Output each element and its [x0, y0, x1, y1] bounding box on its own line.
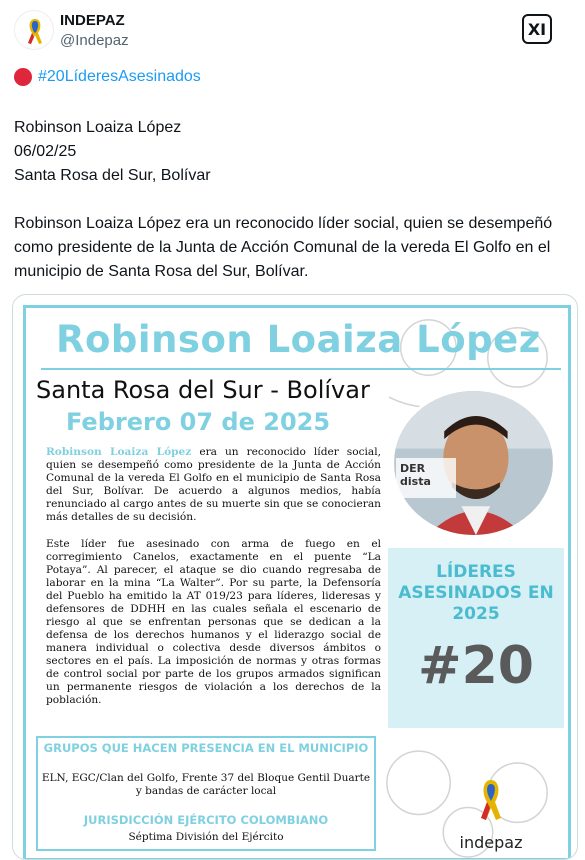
groups-heading: GRUPOS QUE HACEN PRESENCIA EN EL MUNICIPIO — [43, 741, 369, 755]
jurisdiction-value: Séptima División del Ejército — [128, 831, 284, 843]
groups-value: ELN, EGC/Clan del Golfo, Frente 37 del Bloque Gentil Duarte y bandas de carácter local — [41, 772, 371, 797]
tweet-media-card[interactable] — [12, 294, 578, 860]
tweet-line-name: Robinson Loaiza López — [14, 119, 182, 136]
poster-divider — [41, 368, 561, 370]
indepaz-logo-text: indepaz — [459, 833, 523, 852]
hashtag-line — [14, 68, 201, 86]
tweet-paragraph: Robinson Loaiza López era un reconocido líder social, quien se desempeñó como presidente de la Junta de Acción Comunal de la vereda El Golfo en el municipio de Santa Rosa del Sur, Bolívar. — [14, 215, 553, 280]
counter-number: #20 — [418, 636, 534, 696]
poster-date: Febrero 07 de 2025 — [66, 408, 331, 436]
account-handle[interactable]: @Indepaz — [60, 32, 129, 49]
poster-body-1: era un reconocido líder social, quien se desempeñó como presidente de la Junta de Acción Comunal de la vereda El Golfo en el municipio de Santa Rosa del Sur, Bolívar. De acuerdo a algunos medios, había renunciado al cargo antes de su muerte sin que se conocieran más detalles de su decisión. — [46, 446, 381, 523]
poster-name: Robinson Loaiza López — [56, 318, 541, 361]
memorial-poster — [23, 305, 571, 860]
der-dista-watermark: DER dista — [396, 458, 456, 498]
x-logo-icon[interactable]: XI — [522, 14, 552, 44]
indepaz-avatar[interactable] — [14, 10, 54, 50]
poster-body-name: Robinson Loaiza López — [46, 446, 192, 458]
poster-body-2: Este líder fue asesinado con arma de fuego en el corregimiento Canelos, exactamente en el puente “La Potaya”. Al parecer, el ataque se dio cuando regresaba de laborar en la mina “La Walter”. Por su parte, la Defensoría del Pueblo ha emitido la AT 019/23 para líderes, lideresas y defensores de DDHH en las cuales señala el escenario de riesgo al que se enfrentan personas que se dedican a la defensa de los derechos humanos y el liderazgo social de manera individual o colectiva desde diversos ámbitos o sectores en el país. La imposición de normas y otras formas de control social por parte de los grupos armados significan un permanente riesgos de violación a los derechos de la población. — [46, 538, 381, 706]
hashtag-link[interactable]: #20LíderesAsesinados — [38, 68, 201, 85]
poster-place: Santa Rosa del Sur - Bolívar — [36, 376, 370, 404]
red-circle-icon — [14, 68, 32, 86]
account-name[interactable]: INDEPAZ — [60, 12, 125, 29]
tweet-header — [14, 10, 574, 54]
counter-title: LÍDERES ASESINADOS EN 2025 — [398, 562, 554, 624]
tweet-text — [14, 116, 574, 284]
groups-box — [36, 736, 376, 851]
poster-body — [46, 446, 381, 707]
counter-panel — [388, 548, 564, 728]
indepaz-logo — [451, 778, 531, 858]
tweet-line-date: 06/02/25 — [14, 143, 77, 160]
jurisdiction-heading: JURISDICCIÓN EJÉRCITO COLOMBIANO — [83, 813, 329, 827]
tweet-line-place: Santa Rosa del Sur, Bolívar — [14, 167, 211, 184]
